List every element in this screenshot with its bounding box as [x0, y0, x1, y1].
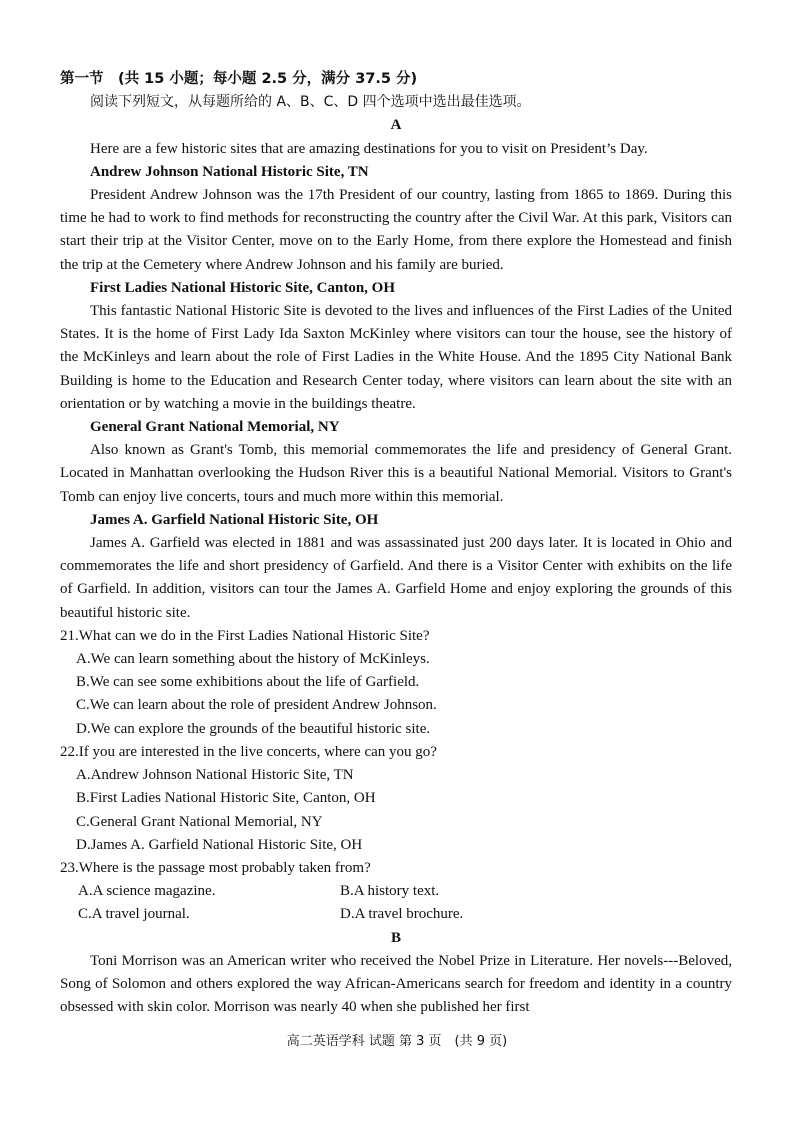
question-21-option-d: D.We can explore the grounds of the beautiful historic site. [76, 720, 431, 737]
question-22-option-c: C.General Grant National Memorial, NY [76, 813, 323, 830]
question-22-option-a: A.Andrew Johnson National Historic Site, TN [76, 767, 354, 784]
page-footer: 高二英语学科 试题 第 3 页 (共 9 页) [286, 1034, 508, 1049]
site-title-first-ladies: First Ladies National Historic Site, Canton, OH [90, 279, 395, 296]
question-23-options [60, 880, 732, 926]
question-21-option-a: A.We can learn something about the history of McKinleys. [76, 651, 430, 668]
question-22-stem: 22.If you are interested in the live concerts, where can you go? [60, 743, 437, 760]
site-text-garfield: James A. Garfield was elected in 1881 and was assassinated just 200 days later. It is located in Ohio and commemorates the life and short presidency of Garfield. And there is a Visitor Center with exhibits on the life of Garfield. In addition, visitors can tour the James A. Garfield Home and enjoy exploring the grounds of this beautiful historic site. [60, 535, 732, 621]
passage-a-letter: A [390, 117, 402, 134]
question-23-option-d: D.A travel brochure. [340, 906, 464, 923]
passage-b-letter: B [390, 929, 401, 946]
instruction: 阅读下列短文，从每题所给的 A、B、C、D 四个选项中选出最佳选项。 [90, 94, 531, 111]
question-23-option-b: B.A history text. [340, 883, 440, 900]
question-21-option-b: B.We can see some exhibitions about the life of Garfield. [76, 674, 420, 691]
site-title-grant-memorial: General Grant National Memorial, NY [90, 419, 340, 436]
site-title-andrew-johnson: Andrew Johnson National Historic Site, TN [90, 163, 369, 180]
site-title-garfield: James A. Garfield National Historic Site, OH [90, 511, 379, 528]
question-21-option-c: C.We can learn about the role of president Andrew Johnson. [76, 697, 437, 714]
question-21-stem: 21.What can we do in the First Ladies National Historic Site? [60, 627, 430, 644]
question-23-option-a: A.A science magazine. [78, 883, 216, 900]
site-text-andrew-johnson: President Andrew Johnson was the 17th President of our country, lasting from 1865 to 1869. During this time he had to work to find methods for reconstructing the country after the Civil War. At this park, Visitors can start their trip at the Visitor Center, move on to the Early Home, from there explore the Homestead and finish the trip at the Cemetery where Andrew Johnson and his family are buried. [60, 187, 732, 273]
section-header: 第一节 (共 15 小题；每小题 2.5 分，满分 37.5 分) [60, 71, 418, 87]
question-23-stem: 23.Where is the passage most probably taken from? [60, 859, 371, 876]
question-22-option-d: D.James A. Garfield National Historic Site, OH [76, 836, 363, 853]
question-23-option-c: C.A travel journal. [78, 906, 190, 923]
question-22-option-b: B.First Ladies National Historic Site, Canton, OH [76, 790, 376, 807]
passage-a-intro: Here are a few historic sites that are amazing destinations for you to visit on President’s Day. [90, 140, 648, 157]
passage-b-text: Toni Morrison was an American writer who received the Nobel Prize in Literature. Her novels---Beloved, Song of Solomon and others explored the way African-Americans search for freedom and identity in a country obsessed with skin color. Morrison was nearly 40 when she published her first [60, 952, 732, 1016]
exam-page [60, 68, 732, 1019]
site-text-grant-memorial: Also known as Grant's Tomb, this memorial commemorates the life and presidency of General Grant. Located in Manhattan overlooking the Hudson River this is a beautiful National Memorial. Visitors to Grant's Tomb can enjoy live concerts, tours and much more within this memorial. [60, 442, 732, 505]
site-text-first-ladies: This fantastic National Historic Site is devoted to the lives and influences of the First Ladies of the United States. It is the home of First Lady Ida Saxton McKinley where visitors can tour the house, see the history of the McKinleys and learn about the role of First Ladies in the White House. And the 1895 City National Bank Building is home to the Education and Research Center today, where visitors can learn about the site with an orientation or by watching a movie in the buildings theatre. [60, 303, 732, 412]
